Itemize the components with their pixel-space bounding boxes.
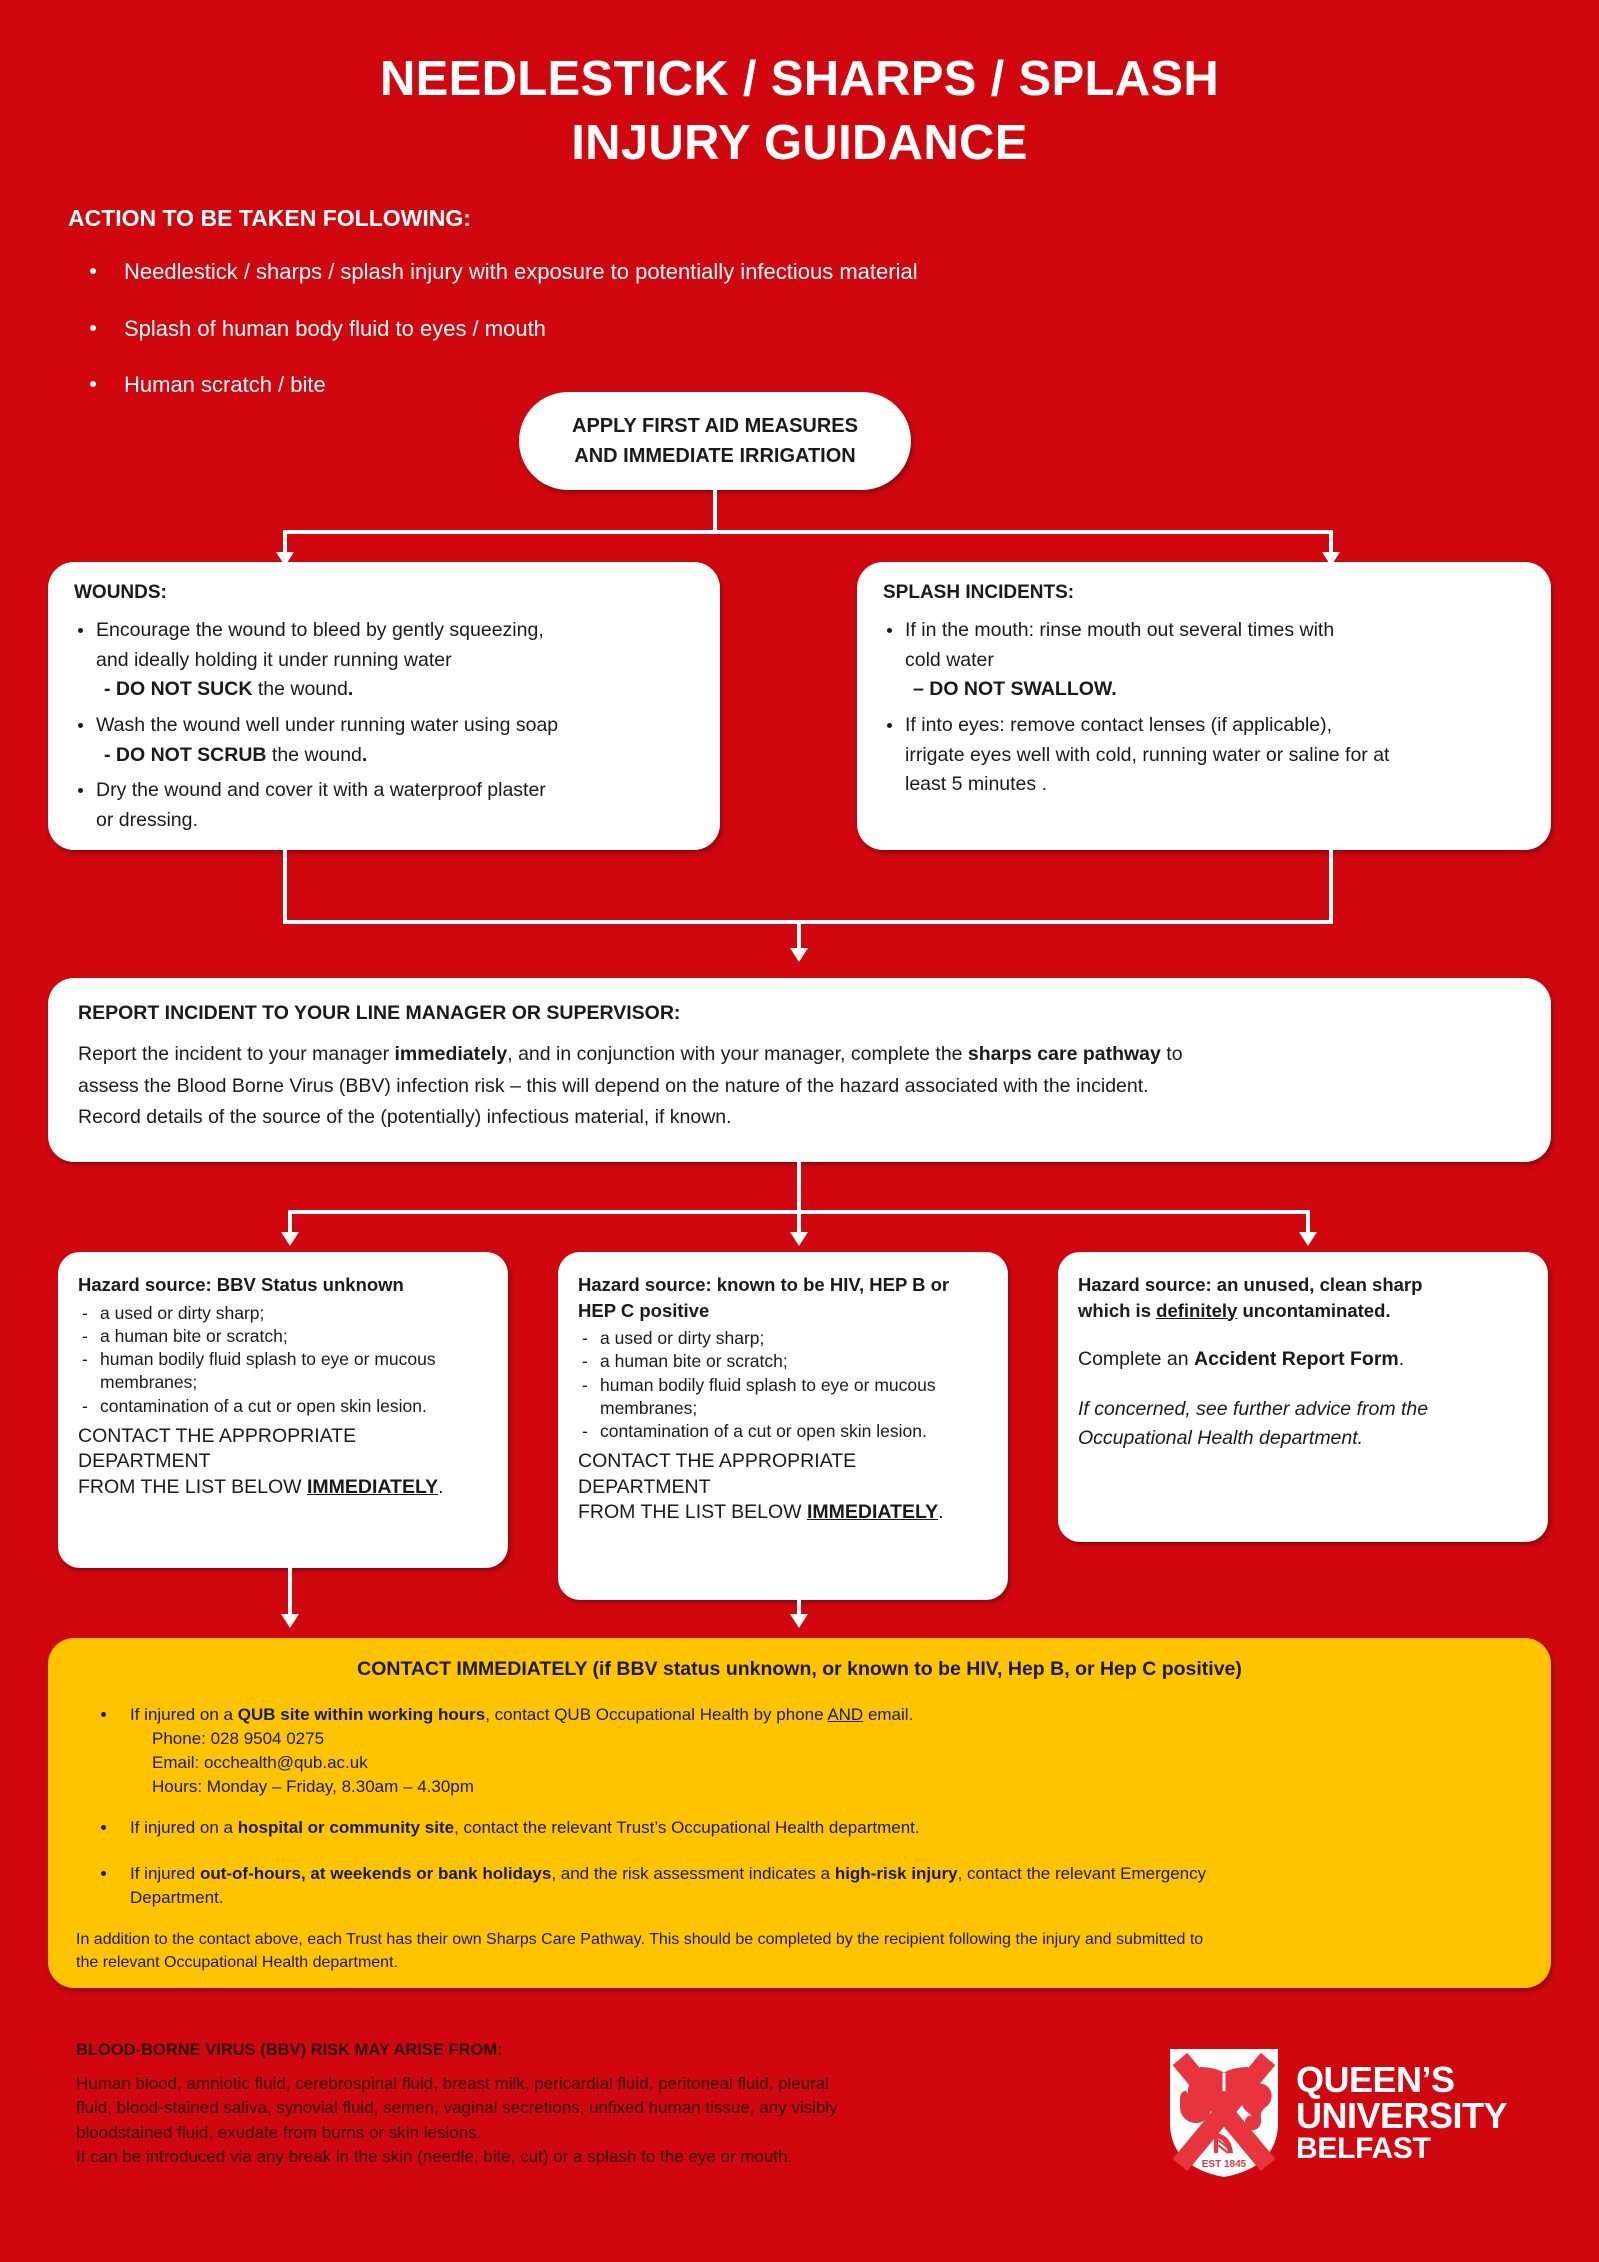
arrow-head-icon bbox=[281, 1614, 299, 1628]
hazard-box-known-positive bbox=[558, 1252, 1008, 1600]
splash-incidents-box bbox=[857, 562, 1551, 850]
do-not-suck-emphasis: - DO NOT SUCK bbox=[104, 678, 253, 701]
list-item: - a used or dirty sharp; bbox=[578, 1327, 990, 1350]
contact-email[interactable]: Email: occhealth@qub.ac.uk bbox=[152, 1753, 368, 1773]
qub-site-emphasis: QUB site within working hours bbox=[237, 1705, 486, 1724]
list-item bbox=[883, 616, 1529, 705]
connector-vertical bbox=[288, 1568, 292, 1620]
connector-vertical bbox=[1329, 850, 1333, 924]
wounds-b1-rest: the wound bbox=[252, 678, 348, 701]
arrow-head-icon bbox=[1299, 1232, 1317, 1246]
hazard-1-heading: Hazard source: BBV Status unknown bbox=[78, 1274, 404, 1295]
hazard-3-p1-b: . bbox=[1398, 1348, 1405, 1371]
hospital-site-emphasis: hospital or community site bbox=[237, 1817, 455, 1837]
report-paragraph-1 bbox=[78, 1039, 1521, 1071]
and-underline: AND bbox=[827, 1705, 864, 1724]
hazard-3-heading-line1: Hazard source: an unused, clean sharp bbox=[1078, 1274, 1423, 1295]
do-not-swallow-emphasis: – DO NOT SWALLOW. bbox=[913, 678, 1117, 701]
list-item bbox=[76, 1862, 1523, 1910]
list-item: Human scratch / bite bbox=[68, 371, 1168, 399]
splash-b2-line3: least 5 minutes . bbox=[905, 773, 1047, 796]
contact-item3-b: , and the risk assessment indicates a bbox=[551, 1863, 835, 1883]
arrow-head-icon bbox=[281, 1232, 299, 1246]
wounds-b1-line1: Encourage the wound to bleed by gently squeezing, bbox=[96, 619, 544, 641]
splash-b2-line2: irrigate eyes well with cold, running water or saline for at bbox=[905, 743, 1390, 766]
wounds-b2-line1: Wash the wound well under running water using soap bbox=[96, 713, 559, 736]
immediately-underline: IMMEDIATELY bbox=[306, 1475, 439, 1498]
list-item bbox=[74, 776, 696, 835]
hazard-3-p1-a: Complete an bbox=[1078, 1348, 1194, 1371]
definitely-underline: definitely bbox=[1156, 1299, 1238, 1321]
hazard-1-tail bbox=[78, 1424, 490, 1500]
queens-wordmark bbox=[1296, 2059, 1508, 2165]
contact-item2-a: If injured on a bbox=[130, 1817, 238, 1837]
splash-heading: SPLASH INCIDENTS: bbox=[883, 582, 1075, 603]
contact-note bbox=[76, 1928, 1523, 1974]
do-not-scrub-emphasis: - DO NOT SCRUB bbox=[104, 743, 267, 766]
queens-crest-icon bbox=[1166, 2045, 1282, 2181]
hazard-2-tail-line2 bbox=[578, 1500, 990, 1525]
wounds-bullets bbox=[74, 616, 696, 835]
list-item bbox=[76, 1703, 1523, 1800]
first-aid-line-1: APPLY FIRST AID MEASURES bbox=[572, 414, 858, 437]
splash-b1-line1: If in the mouth: rinse mouth out several times with bbox=[905, 619, 1335, 641]
splash-bullets bbox=[883, 616, 1529, 800]
hazard-3-p2-line2: Occupational Health department. bbox=[1078, 1426, 1364, 1449]
contact-item1-c: email. bbox=[863, 1705, 914, 1724]
hazard-2-item3: human bodily fluid splash to eye or mucous bbox=[600, 1374, 936, 1395]
action-heading: ACTION TO BE TAKEN FOLLOWING: bbox=[68, 205, 471, 231]
hazard-3-heading-b: uncontaminated. bbox=[1237, 1299, 1391, 1321]
hazard-2-heading-line1: Hazard source: known to be HIV, HEP B or bbox=[578, 1274, 950, 1295]
list-item: - a human bite or scratch; bbox=[578, 1350, 990, 1373]
immediately-underline: IMMEDIATELY bbox=[806, 1501, 939, 1524]
wounds-b2-period: . bbox=[361, 743, 368, 766]
hazard-3-heading bbox=[1078, 1272, 1530, 1323]
contact-item2-b: , contact the relevant Trust’s Occupational Health department. bbox=[454, 1817, 920, 1837]
splash-b1-line3 bbox=[905, 675, 1529, 705]
arrow-head-icon bbox=[790, 1232, 808, 1246]
splash-b2-line1: If into eyes: remove contact lenses (if applicable), bbox=[905, 713, 1333, 736]
contact-item3-c: , contact the relevant Emergency bbox=[957, 1863, 1207, 1883]
list-item: - a human bite or scratch; bbox=[78, 1325, 490, 1348]
contact-item1-a: If injured on a bbox=[130, 1705, 238, 1724]
connector-vertical bbox=[283, 850, 287, 924]
high-risk-injury-emphasis: high-risk injury bbox=[834, 1863, 958, 1883]
list-item: Needlestick / sharps / splash injury with exposure to potentially infectious material bbox=[68, 258, 1168, 286]
hazard-1-item3-cont: membranes; bbox=[100, 1372, 198, 1393]
hazard-box-bbv-unknown bbox=[58, 1252, 508, 1568]
report-p1-e: to bbox=[1160, 1043, 1183, 1065]
hazard-box-unused-clean-sharp bbox=[1058, 1252, 1548, 1542]
contact-immediately-box bbox=[48, 1638, 1551, 1988]
contact-note-line2: the relevant Occupational Health department. bbox=[76, 1954, 398, 1972]
hazard-2-tail-line1: CONTACT THE APPROPRIATE DEPARTMENT bbox=[578, 1450, 857, 1498]
report-heading: REPORT INCIDENT TO YOUR LINE MANAGER OR SUPERVISOR: bbox=[78, 1002, 681, 1024]
footer-text bbox=[76, 2072, 1026, 2169]
list-item: - contamination of a cut or open skin lesion. bbox=[578, 1420, 990, 1443]
list-item bbox=[883, 711, 1529, 800]
contact-item3-a: If injured bbox=[130, 1863, 200, 1883]
wounds-heading: WOUNDS: bbox=[74, 582, 167, 603]
report-paragraph-3: Record details of the source of the (potentially) infectious material, if known. bbox=[78, 1106, 732, 1129]
hazard-2-tail bbox=[578, 1449, 990, 1525]
contact-heading: CONTACT IMMEDIATELY (if BBV status unknown, or known to be HIV, Hep B, or Hep C positive) bbox=[357, 1658, 1242, 1680]
hazard-1-tail-a: FROM THE LIST BELOW bbox=[78, 1475, 307, 1498]
footer-line-4: It can be introduced via any break in the skin (needle, bite, cut) or a splash to the eye or mouth. bbox=[76, 2146, 793, 2166]
connector-horizontal bbox=[283, 530, 1333, 534]
footer-line-3: bloodstained fluid, exudate from burns or skin lesions. bbox=[76, 2122, 482, 2142]
list-item: - a used or dirty sharp; bbox=[78, 1302, 490, 1325]
hazard-3-heading-line2 bbox=[1078, 1298, 1530, 1324]
arrow-head-icon bbox=[790, 948, 808, 962]
list-item: - contamination of a cut or open skin lesion. bbox=[78, 1395, 490, 1418]
title-line-1: NEEDLESTICK / SHARPS / SPLASH bbox=[379, 52, 1220, 106]
wounds-b1-line3 bbox=[96, 675, 696, 705]
footer-line-1: Human blood, amniotic fluid, cerebrospinal fluid, breast milk, pericardial fluid, peritoneal fluid, pleural bbox=[76, 2074, 830, 2093]
hazard-3-heading-a: which is bbox=[1078, 1299, 1157, 1321]
hazard-3-paragraph-2 bbox=[1078, 1395, 1530, 1452]
hazard-1-tail-line1: CONTACT THE APPROPRIATE DEPARTMENT bbox=[78, 1424, 357, 1473]
first-aid-line-2: AND IMMEDIATE IRRIGATION bbox=[574, 445, 856, 467]
list-item bbox=[578, 1374, 990, 1421]
page-title bbox=[0, 48, 1599, 175]
wordmark-line-1: QUEEN’S bbox=[1296, 2059, 1455, 2100]
list-item: Splash of human body fluid to eyes / mouth bbox=[68, 315, 1168, 343]
wounds-b2-rest: the wound bbox=[266, 743, 362, 766]
wounds-b2-line2 bbox=[96, 741, 696, 771]
arrow-head-icon bbox=[790, 1614, 808, 1628]
hazard-2-tail-a: FROM THE LIST BELOW bbox=[578, 1501, 807, 1524]
list-item bbox=[76, 1816, 1523, 1840]
wordmark-line-2: UNIVERSITY bbox=[1296, 2095, 1508, 2136]
contact-item1-b: , contact QUB Occupational Health by phone bbox=[485, 1705, 828, 1724]
list-item bbox=[74, 616, 696, 705]
hazard-2-heading-line2: HEP C positive bbox=[578, 1299, 710, 1321]
connector-vertical bbox=[797, 1162, 801, 1214]
report-paragraph-2: assess the Blood Borne Virus (BBV) infection risk – this will depend on the nature of the hazard associated with the incident. bbox=[78, 1074, 1149, 1097]
hazard-3-p2-line1: If concerned, see further advice from the bbox=[1078, 1398, 1429, 1421]
connector-horizontal bbox=[283, 920, 1333, 924]
hazard-2-heading bbox=[578, 1272, 990, 1323]
footer-line-2: fluid, blood-stained saliva, synovial fluid, semen, vaginal secretions, unfixed human tissue, any visibly bbox=[76, 2098, 838, 2118]
wordmark-line-3: BELFAST bbox=[1296, 2132, 1431, 2165]
queens-university-logo bbox=[1166, 2038, 1546, 2188]
footer-heading: BLOOD-BORNE VIRUS (BBV) RISK MAY ARISE FROM: bbox=[76, 2041, 503, 2059]
crest-motto: EST 1845 bbox=[1201, 2159, 1247, 2170]
wounds-box bbox=[48, 562, 720, 850]
wounds-b3-line2: or dressing. bbox=[96, 808, 198, 831]
out-of-hours-emphasis: out-of-hours, at weekends or bank holidays bbox=[199, 1863, 552, 1883]
wounds-b1-line2: and ideally holding it under running water bbox=[96, 648, 452, 671]
list-item bbox=[74, 711, 696, 770]
wounds-b3-line1: Dry the wound and cover it with a waterproof plaster bbox=[96, 779, 546, 802]
title-line-2: INJURY GUIDANCE bbox=[571, 115, 1028, 170]
hazard-2-item3-cont: membranes; bbox=[600, 1397, 698, 1418]
report-p1-a: Report the incident to your manager bbox=[78, 1043, 395, 1065]
hazard-2-tail-b: . bbox=[938, 1501, 944, 1524]
list-item bbox=[78, 1348, 490, 1395]
contact-item3-d: Department. bbox=[130, 1887, 224, 1907]
sharps-care-pathway-emphasis: sharps care pathway bbox=[967, 1043, 1161, 1065]
report-p1-c: , and in conjunction with your manager, complete the bbox=[507, 1043, 968, 1065]
accident-report-form-emphasis: Accident Report Form bbox=[1193, 1348, 1399, 1371]
contact-hours: Hours: Monday – Friday, 8.30am – 4.30pm bbox=[152, 1777, 474, 1797]
first-aid-box bbox=[519, 392, 911, 490]
report-incident-box bbox=[48, 978, 1551, 1162]
hazard-1-tail-b: . bbox=[438, 1475, 444, 1498]
hazard-1-item3: human bodily fluid splash to eye or mucous bbox=[100, 1349, 436, 1370]
immediately-emphasis: immediately bbox=[394, 1043, 508, 1065]
hazard-1-tail-line2 bbox=[78, 1475, 490, 1500]
contact-note-line1: In addition to the contact above, each Trust has their own Sharps Care Pathway. This should be completed by the recipient following the injury and submitted to bbox=[76, 1930, 1204, 1948]
connector-vertical bbox=[713, 490, 717, 534]
splash-b1-line2: cold water bbox=[905, 648, 994, 671]
contact-phone[interactable]: Phone: 028 9504 0275 bbox=[152, 1729, 325, 1749]
wounds-b1-period: . bbox=[347, 678, 354, 701]
hazard-3-paragraph-1 bbox=[1078, 1345, 1530, 1373]
